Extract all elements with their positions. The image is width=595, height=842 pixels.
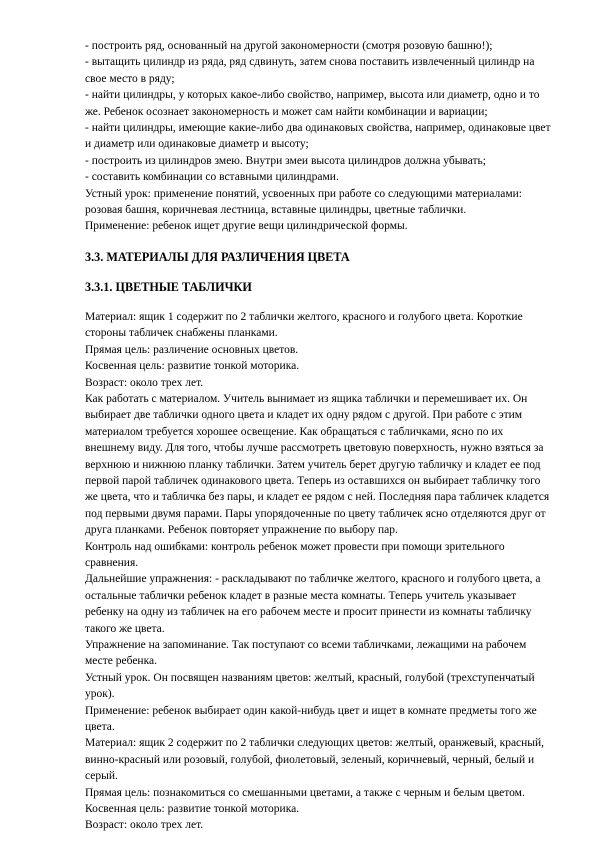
intro-paragraph: - найти цилиндры, у которых какое-либо свойство, например, высота или диаметр, одно и то же. Ребенок осознает закономерность и может сам найти комбинации и вариации;	[85, 89, 540, 118]
body-paragraph: Применение: ребенок выбирает один какой-нибудь цвет и ищет в комнате предметы того же цвета.	[85, 704, 537, 734]
intro-paragraph: Устный урок: применение понятий, усвоенных при работе со следующими материалами: розовая башня, коричневая лестница, вставные цилиндры, цветные таблички.	[85, 187, 522, 217]
body-paragraph: Упражнение на запоминание. Так поступают со всеми табличками, лежащими на рабочем месте ребенка.	[85, 639, 527, 668]
body-paragraph: Материал: ящик 1 содержит по 2 таблички желтого, красного и голубого цвета. Короткие стороны табличек снабжены планками.	[85, 310, 523, 340]
section-heading: 3.3. МАТЕРИАЛЫ ДЛЯ РАЗЛИЧЕНИЯ ЦВЕТА	[85, 249, 350, 264]
body-paragraph: Возраст: около трех лет.	[85, 376, 204, 389]
body-paragraph: Прямая цель: различение основных цветов.	[85, 343, 299, 356]
intro-paragraph: - построить ряд, основанный на другой закономерности (смотря розовую башню!);	[85, 40, 493, 52]
intro-paragraph: - построить из цилиндров змею. Внутри змеи высота цилиндров должна убывать;	[85, 154, 486, 167]
body-paragraph: Возраст: около трех лет.	[85, 819, 204, 832]
body-paragraph: Косвенная цель: развитие тонкой моторика.	[85, 803, 300, 816]
intro-paragraph: Применение: ребенок ищет другие вещи цилиндрической формы.	[85, 220, 408, 233]
subsection-heading: 3.3.1. ЦВЕТНЫЕ ТАБЛИЧКИ	[85, 279, 252, 294]
intro-paragraph: - составить комбинации со вставными цилиндрами.	[85, 171, 339, 184]
intro-paragraph: - вытащить цилиндр из ряда, ряд сдвинуть, затем снова поставить извлеченный цилиндр на свое место в ряду;	[85, 56, 535, 85]
body-paragraph: Материал: ящик 2 содержит по 2 таблички следующих цветов: желтый, оранжевый, красный, винно-красный или розовый, голубой, фиолетовый, зеленый, коричневый, черный, белый и серый.	[85, 737, 545, 783]
body-paragraph: Как работать с материалом. Учитель вынимает из ящика таблички и перемешивает их. Он выбирает две таблички одного цвета и кладет их одну рядом с другой. При работе с этим материалом требуется хорошее освещение. Как обращаться с табличками, ясно по их внешнему виду. Для того, чтобы лучше рассмотреть цветовую поверхность, нужно взяться за верхнюю и нижнюю планку таблички. Затем учитель берет другую табличку и кладет ее под первой парой табличек одинакового цвета. Теперь из оставшихся он выбирает табличку того же цвета, что и табличка без пары, и кладет ее рядом с ней. Последняя пара табличек кладется под первыми двумя парами. Пары упорядоченные по цвету табличек ясно отделяются друг от друга планками. Ребенок повторяет упражнение по выбору пар.	[85, 392, 550, 537]
body-paragraph: Дальнейшие упражнения: - раскладывают по табличке желтого, красного и голубого цвета, а остальные таблички ребенок кладет в разные места комнаты. Теперь учитель указывает ребенку на одну из табличек на его рабочем месте и просит принести из комнаты табличку такого же цвета.	[85, 573, 541, 635]
intro-paragraph: - найти цилиндры, имеющие какие-либо два одинаковых свойства, например, одинаковые цвет и диаметр или одинаковые диаметр и высоту;	[85, 122, 551, 151]
body-paragraph: Косвенная цель: развитие тонкой моторика.	[85, 360, 300, 373]
body-paragraph: Устный урок. Он посвящен названиям цветов: желтый, красный, голубой (трехступенчатый урок).	[85, 671, 535, 701]
body-paragraph: Контроль над ошибками: контроль ребенок может провести при помощи зрительного сравнения.	[85, 540, 505, 569]
document-page	[85, 38, 555, 834]
body-paragraph: Прямая цель: познакомиться со смешанными цветами, а также с черным и белым цветом.	[85, 786, 525, 799]
